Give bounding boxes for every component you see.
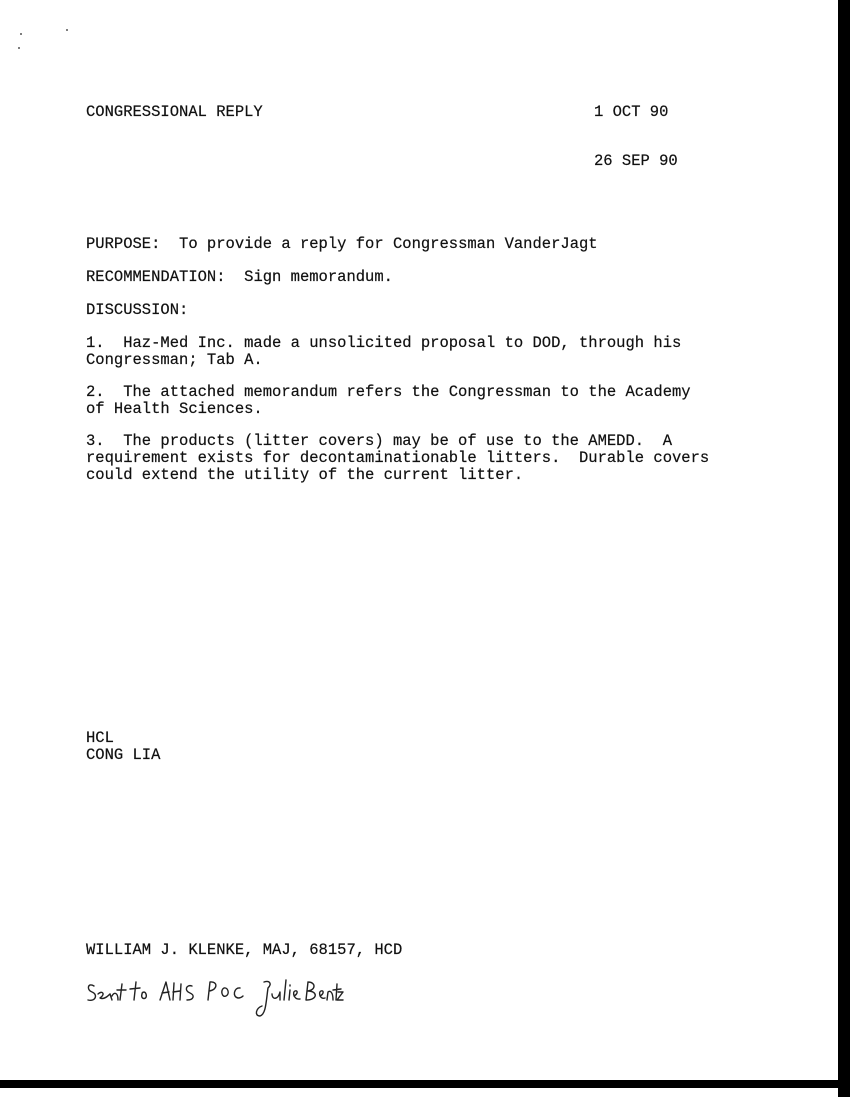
- discussion-item-line: requirement exists for decontaminationable litters. Durable covers: [86, 449, 710, 467]
- discussion-item: [86, 433, 709, 484]
- discussion-item-line: of Health Sciences.: [86, 400, 263, 418]
- discussion-item: [86, 384, 691, 418]
- memo-title: CONGRESSIONAL REPLY: [86, 103, 263, 121]
- scan-speck: [66, 29, 68, 31]
- scan-border-bottom: [0, 1080, 850, 1088]
- recommendation-label: RECOMMENDATION:: [86, 268, 226, 286]
- routing-line: CONG LIA: [86, 746, 161, 764]
- purpose-label: PURPOSE:: [86, 235, 161, 253]
- purpose-line: [86, 236, 598, 253]
- discussion-item-line: 1. Haz-Med Inc. made a unsolicited proposal to DOD, through his: [86, 334, 682, 352]
- handwritten-note: [84, 972, 344, 1022]
- routing-block: [86, 730, 160, 764]
- signature-block: WILLIAM J. KLENKE, MAJ, 68157, HCD: [86, 941, 403, 959]
- routing-line: HCL: [86, 729, 114, 747]
- scan-border-right: [838, 0, 850, 1097]
- discussion-label: DISCUSSION:: [86, 301, 189, 319]
- discussion-item-line: Congressman; Tab A.: [86, 351, 263, 369]
- date-secondary: 26 SEP 90: [594, 152, 678, 170]
- discussion-item-line: could extend the utility of the current litter.: [86, 466, 524, 484]
- date-primary: 1 OCT 90: [594, 103, 669, 121]
- scan-speck: [18, 47, 20, 49]
- discussion-item-line: 3. The products (litter covers) may be of use to the AMEDD. A: [86, 432, 672, 450]
- discussion-item: [86, 335, 681, 369]
- discussion-item-line: 2. The attached memorandum refers the Congressman to the Academy: [86, 383, 691, 401]
- scan-speck: [20, 33, 22, 35]
- recommendation-line: [86, 269, 393, 286]
- recommendation-text: Sign memorandum.: [244, 268, 393, 286]
- purpose-text: To provide a reply for Congressman VanderJagt: [179, 235, 598, 253]
